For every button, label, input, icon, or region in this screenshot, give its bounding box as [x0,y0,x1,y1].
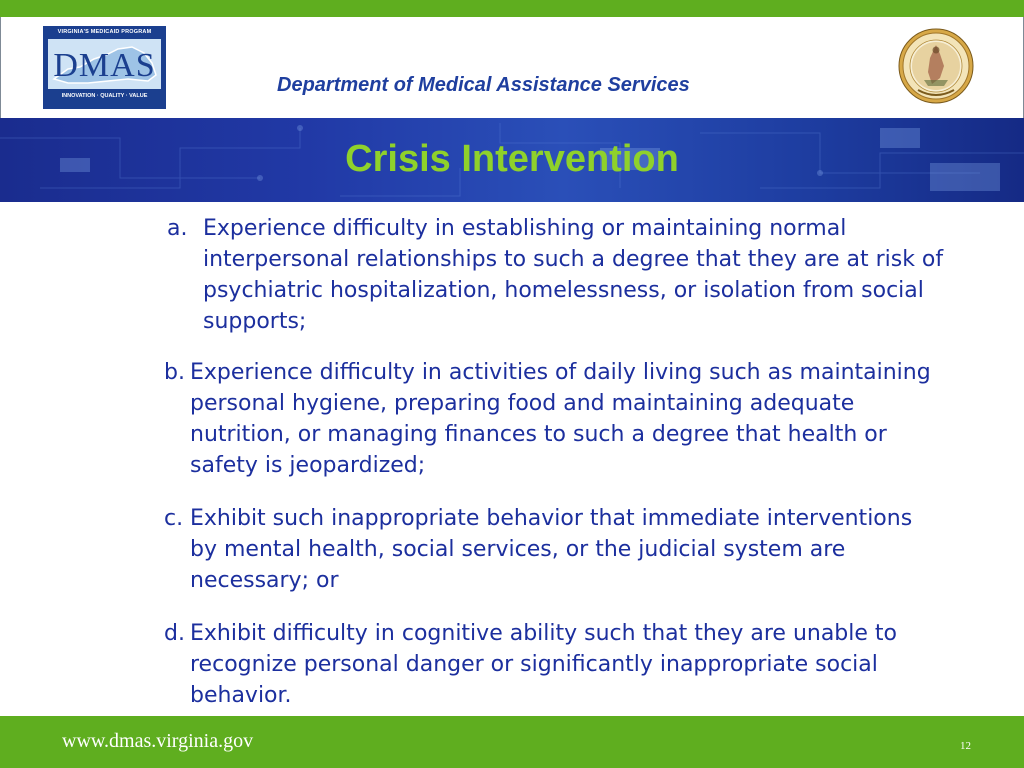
list-item-text: Exhibit difficulty in cognitive ability such that they are unable to recognize personal danger or significantly inappropriate social behavior. [190,621,897,708]
list-item-b [164,357,944,481]
website-url: www.dmas.virginia.gov [62,730,254,752]
logo-main-text: DMAS [53,47,156,84]
list-item-text: Experience difficulty in establishing or maintaining normal interpersonal relationships to such a degree that they are at risk of psychiatric hospitalization, homelessness, or isolation from social supports; [203,216,944,334]
list-item-c [164,503,924,596]
department-name: Department of Medical Assistance Services [277,74,690,96]
slide-header [0,17,1024,118]
list-marker: c. [164,506,184,531]
slide-content [0,202,1024,716]
slide-footer [0,716,1024,768]
logo-top-text: VIRGINIA'S MEDICAID PROGRAM [57,29,152,35]
list-marker: d. [164,621,185,646]
list-item-text: Experience difficulty in activities of daily living such as maintaining personal hygiene, preparing food and maintaining adequate nutrition, or managing finances to such a degree that health or safety is jeopardized; [190,360,931,478]
top-accent-stripe [0,0,1024,17]
list-marker: b. [164,360,185,385]
list-marker: a. [167,216,188,241]
logo-map-panel [48,39,161,89]
virginia-state-seal-icon [898,28,974,104]
logo-bottom-text: INNOVATION · QUALITY · VALUE [61,93,148,99]
list-item-d [164,618,924,711]
title-banner [0,118,1024,202]
slide-title: Crisis Intervention [345,138,679,180]
list-item-text: Exhibit such inappropriate behavior that immediate interventions by mental health, social services, or the judicial system are necessary; or [190,506,913,593]
list-item-a [167,213,967,337]
page-number: 12 [960,740,971,752]
dmas-logo [43,26,166,109]
